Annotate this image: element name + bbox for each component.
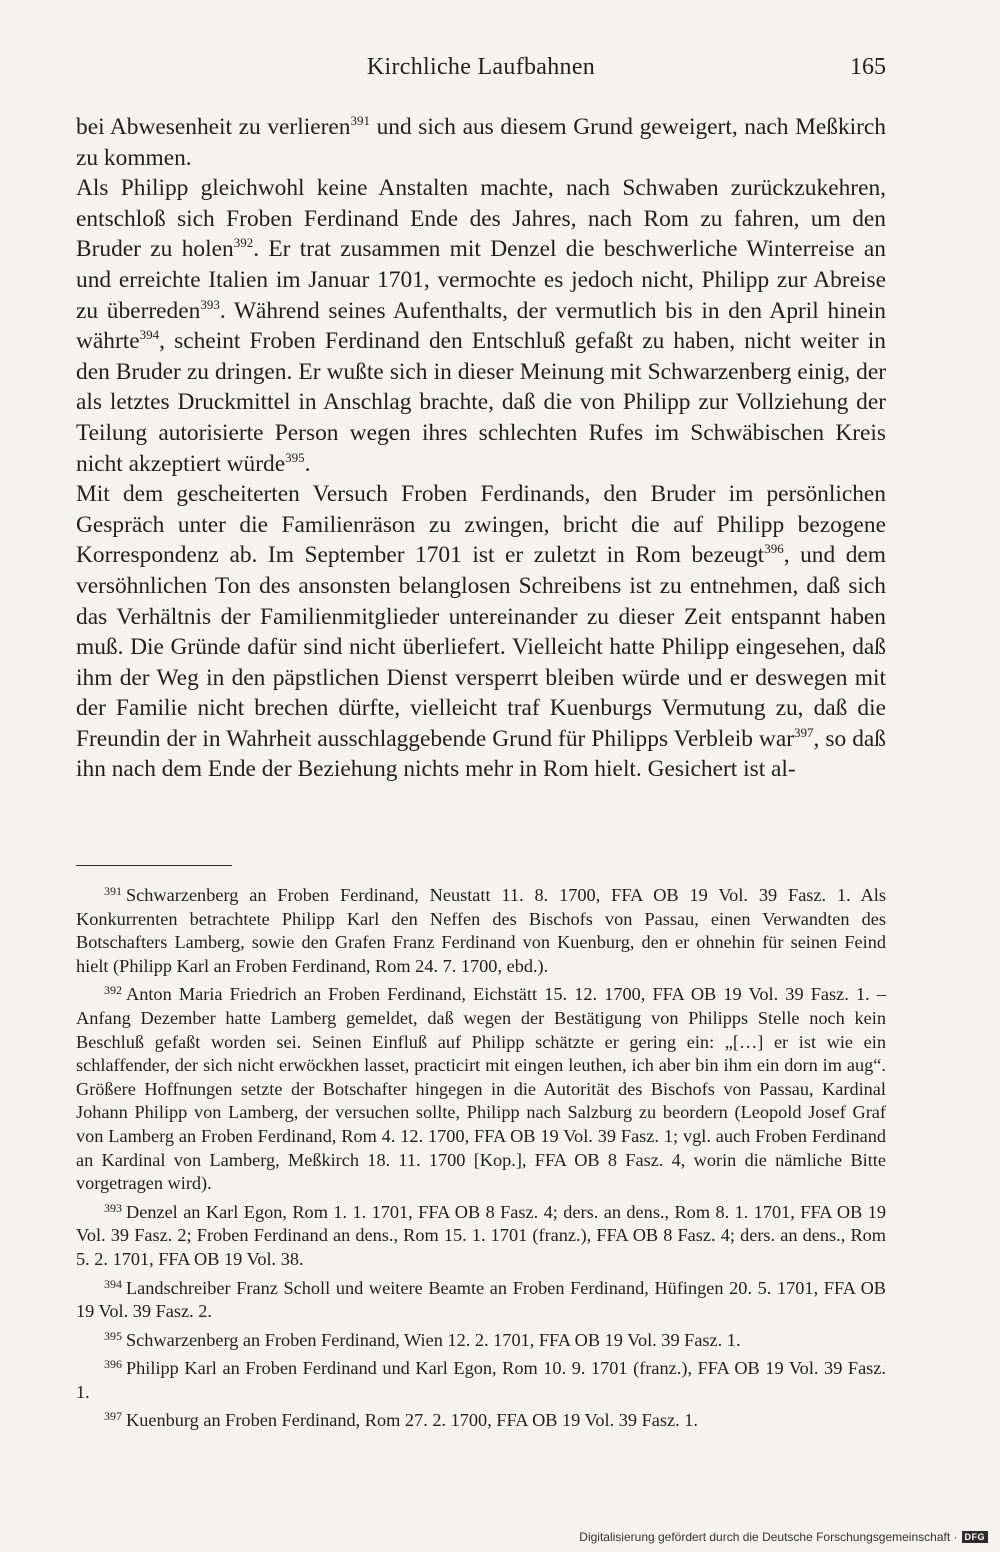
page-number: 165: [850, 54, 886, 80]
text-run: . Während seines Aufenthalts, der vermutlich bis in den April hinein währte: [76, 297, 886, 355]
running-title: Kirchliche Laufbahnen: [366, 54, 596, 80]
footnote-392: [76, 983, 886, 1195]
paragraph-1: [76, 112, 886, 173]
footnote-number: 393: [104, 1200, 122, 1215]
footnote-divider: [76, 865, 232, 866]
footnote-ref-392[interactable]: 392: [233, 235, 254, 251]
text-run: , und dem versöhnlichen Ton des ansonsten belanglosen Schreibens ist zu entnehmen, daß sich das Verhältnis der Familienmitglieder untereinander zu dieser Zeit entspannt haben muß. Die Gründe dafür sind nicht überliefert. Vielleicht hatte Philipp eingesehen, daß ihm der Weg in den päpstlichen Dienst versperrt bleiben würde und er deswegen mit der Familie nicht brechen dürfte, vielleicht traf Kuenburgs Vermutung zu, daß die Freundin der in Wahrheit ausschlaggebende Grund für Philipps Verbleib war: [76, 542, 887, 752]
footnote-text: Denzel an Karl Egon, Rom 1. 1. 1701, FFA OB 8 Fasz. 4; ders. an dens., Rom 8. 1. 1701, FFA OB 19 Vol. 39 Fasz. 2; Froben Ferdinand an dens., Rom 15. 1. 1701 (franz.), FFA OB 8 Fasz. 4; ders. an dens., Rom 5. 2. 1701, FFA OB 19 Vol. 38.: [76, 1201, 886, 1269]
footnote-text: Schwarzenberg an Froben Ferdinand, Wien 12. 2. 1701, FFA OB 19 Vol. 39 Fasz. 1.: [126, 1329, 741, 1350]
footnote-text: Kuenburg an Froben Ferdinand, Rom 27. 2. 1700, FFA OB 19 Vol. 39 Fasz. 1.: [126, 1410, 698, 1431]
page-header: [76, 54, 886, 90]
footnote-ref-394[interactable]: 394: [139, 327, 160, 343]
footnote-ref-391[interactable]: 391: [350, 113, 370, 128]
footnote-number: 391: [104, 884, 122, 898]
footnote-395: [76, 1329, 886, 1353]
footnote-ref-393[interactable]: 393: [200, 296, 220, 312]
footnote-391: [76, 884, 886, 978]
text-run: und sich aus diesem Grund geweigert, nach Meßkirch zu kommen.: [76, 114, 887, 171]
footnote-number: 396: [104, 1357, 122, 1372]
footnote-394: [76, 1277, 886, 1324]
footnote-text: Landschreiber Franz Scholl und weitere Beamte an Froben Ferdinand, Hüfingen 20. 5. 1701, FFA OB 19 Vol. 39 Fasz. 2.: [76, 1277, 886, 1322]
credit-text: Digitalisierung gefördert durch die Deutsche Forschungsgemeinschaft ·: [579, 1530, 958, 1544]
footnote-number: 397: [104, 1409, 122, 1424]
main-text: [76, 112, 886, 785]
text-run: , scheint Froben Ferdinand den Entschluß gefaßt zu haben, nicht weiter in den Bruder zu dringen. Er wußte sich in dieser Meinung mit Schwarzenberg einig, der als letztes Druckmittel in Anschlag brachte, daß die von Philipp zur Vollziehung der Teilung autorisierte Person wegen ihres schlechten Rufes im Schwäbischen Kreis nicht akzeptiert würde: [76, 328, 886, 477]
digitization-credit: [579, 1530, 988, 1544]
footnote-393: [76, 1201, 886, 1272]
text-run: bei Abwesenheit zu verlieren: [76, 114, 351, 140]
footnote-397: [76, 1409, 886, 1433]
text-run: Mit dem gescheiterten Versuch Froben Ferdinands, den Bruder im persönlichen Gespräch unter die Familienräson zu zwingen, bricht die auf Philipp bezogene Korrespondenz ab. Im September 1701 ist er zuletzt in Rom bezeugt: [76, 481, 886, 569]
footnote-ref-396[interactable]: 396: [764, 541, 784, 557]
footnote-text: Philipp Karl an Froben Ferdinand und Karl Egon, Rom 10. 9. 1701 (franz.), FFA OB 19 Vol. 39 Fasz. 1.: [76, 1358, 886, 1402]
paragraph-3: [76, 479, 886, 785]
footnote-396: [76, 1357, 886, 1404]
footnote-ref-395[interactable]: 395: [285, 449, 305, 465]
footnote-text: Schwarzenberg an Froben Ferdinand, Neustatt 11. 8. 1700, FFA OB 19 Vol. 39 Fasz. 1. Als Konkurrenten betrachtete Philipp Karl den Neffen des Bischofs von Passau, einen Verwandten des Botschafters Lamberg, sowie den Grafen Franz Ferdinand von Kuenburg, den er ohnehin für seinen Feind hielt (Philipp Karl an Froben Ferdinand, Rom 24. 7. 1700, ebd.).: [76, 885, 886, 976]
footnote-number: 392: [104, 983, 122, 998]
text-run: . Er trat zusammen mit Denzel die beschwerliche Winterreise an und erreichte Italien im Januar 1701, vermochte es jedoch nicht, Philipp zur Abreise zu überreden: [76, 236, 886, 324]
text-run: .: [304, 450, 311, 477]
footnote-number: 395: [104, 1328, 122, 1343]
text-run: Als Philipp gleichwohl keine Anstalten machte, nach Schwaben zurückzukehren, entschloß sich Froben Ferdinand Ende des Jahres, nach Rom zu fahren, um den Bruder zu holen: [76, 175, 886, 263]
footnote-text: Anton Maria Friedrich an Froben Ferdinand, Eichstätt 15. 12. 1700, FFA OB 19 Vol. 39 Fasz. 1. – Anfang Dezember hatte Lamberg gemeldet, daß wegen der Bestätigung von Philipps Stelle noch kein Beschluß gefaßt worden sei. Seinen Einfluß auf Philipp schätzte er gering ein: „[…] er ist wie ein schlaffender, der sich nicht erwöckhen lasset, practicirt mit eingen leuthen, ich aber bin ihm ein dorn im aug“. Größere Hoffnungen setzte der Botschafter hingegen in die Autorität des Bischofs von Passau, Kardinal Johann Philipp von Lamberg, der versuchen sollte, Philipp nach Salzburg zu beordern (Leopold Josef Graf von Lamberg an Froben Ferdinand, Rom 4. 12. 1700, FFA OB 19 Vol. 39 Fasz. 1; vgl. auch Froben Ferdinand an Kardinal von Lamberg, Meßkirch 18. 11. 1700 [Kop.], FFA OB 8 Fasz. 4, worin die nämliche Bitte vorgetragen wird).: [76, 984, 886, 1194]
text-run: , so daß ihn nach dem Ende der Beziehung nichts mehr in Rom hielt. Gesichert ist al-: [76, 725, 886, 783]
dfg-logo-icon: DFG: [962, 1531, 989, 1543]
footnote-number: 394: [104, 1276, 122, 1291]
footnotes: [76, 884, 886, 1438]
footnote-ref-397[interactable]: 397: [794, 724, 814, 740]
paragraph-2: [76, 173, 886, 479]
